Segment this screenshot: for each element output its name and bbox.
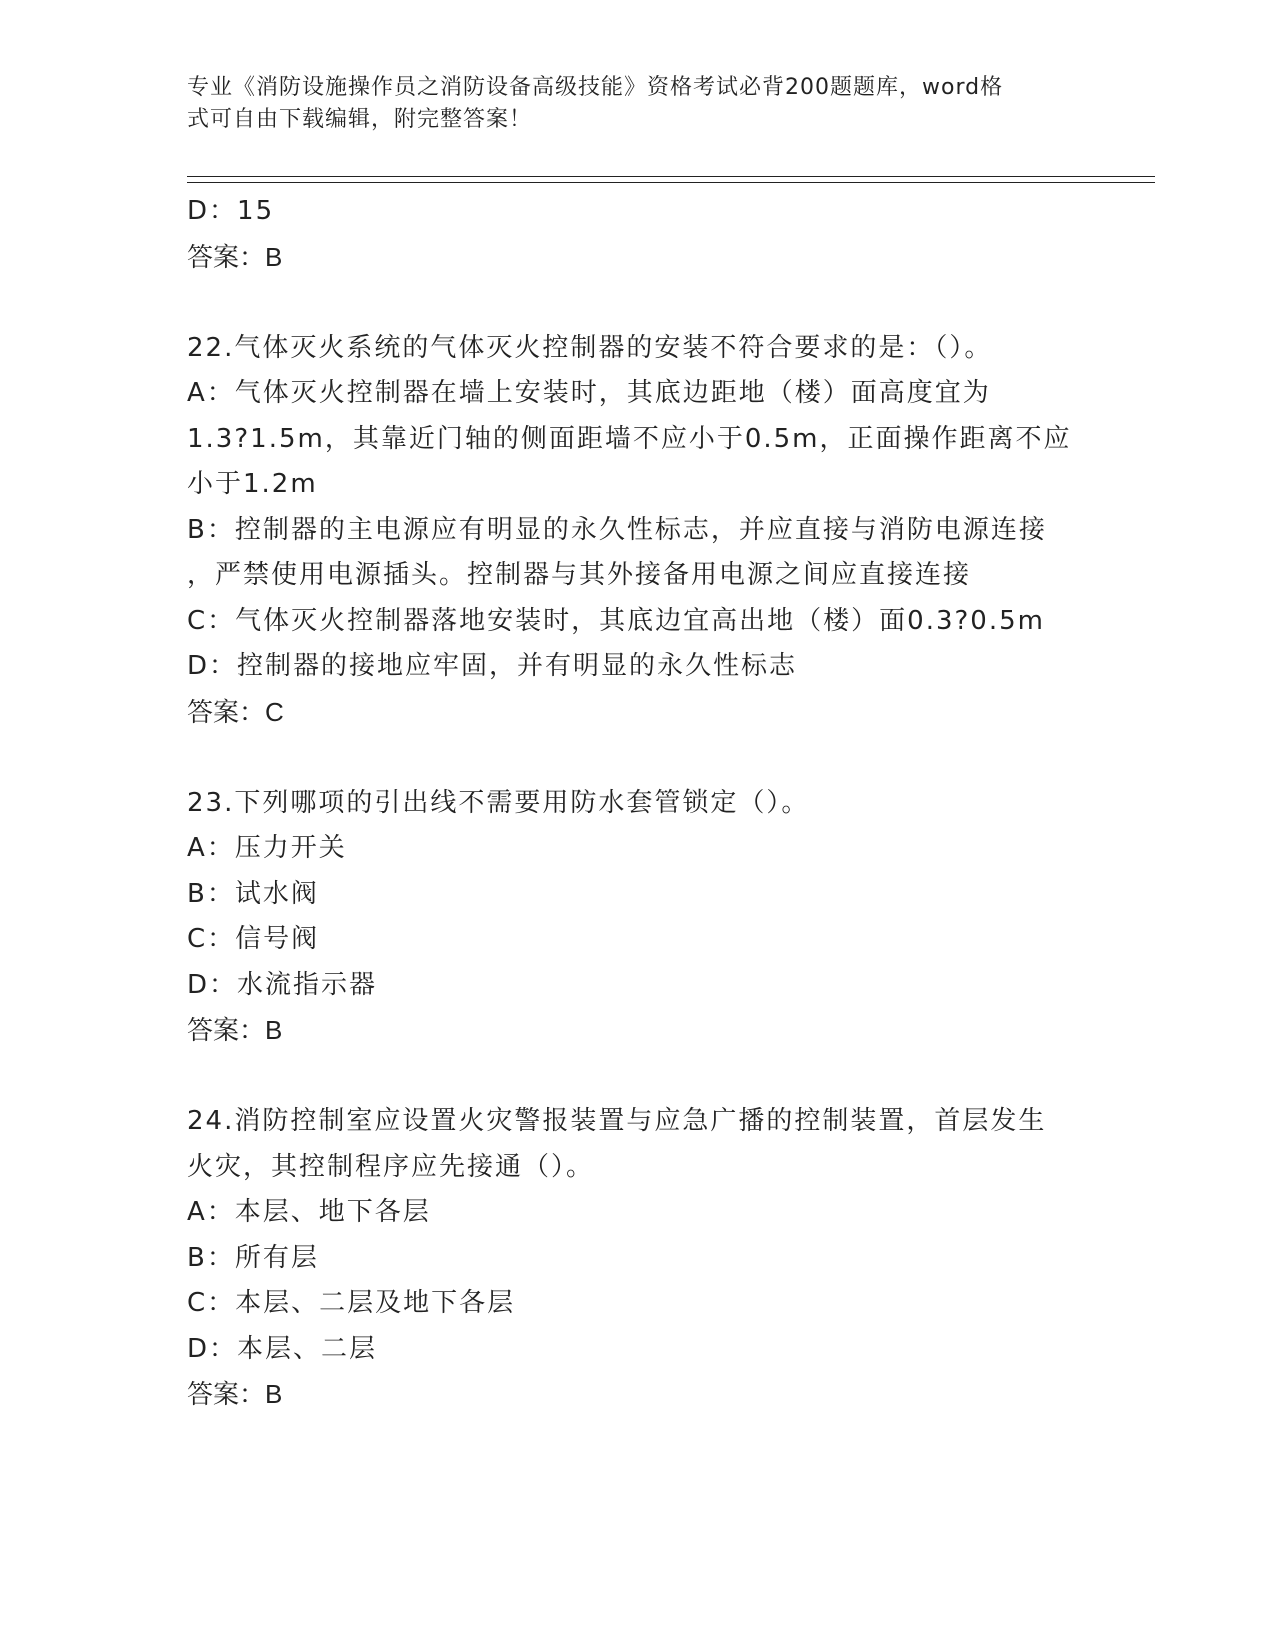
option-a: A：本层、地下各层 bbox=[187, 1197, 431, 1227]
option-d: D：本层、二层 bbox=[187, 1333, 378, 1364]
header-divider-top bbox=[187, 176, 1155, 177]
option-a: A：压力开关 bbox=[187, 833, 347, 863]
option-line: A：气体灭火控制器在墙上安装时，其底边距地（楼）面高度宜为 bbox=[187, 378, 991, 408]
question-stem: 24.消防控制室应设置火灾警报装置与应急广播的控制装置，首层发生 bbox=[187, 1106, 1047, 1136]
option-c: C：本层、二层及地下各层 bbox=[187, 1288, 516, 1318]
question-stem: 23.下列哪项的引出线不需要用防水套管锁定（）。 bbox=[187, 787, 810, 818]
answer: 答案：B bbox=[187, 1379, 283, 1409]
question-24 bbox=[187, 1099, 1087, 1418]
question-22 bbox=[187, 326, 1087, 736]
header-line-2: 式可自由下载编辑，附完整答案！ bbox=[187, 107, 533, 132]
page-header bbox=[187, 72, 1067, 136]
option-line: 小于1.2m bbox=[187, 469, 318, 499]
question-list bbox=[187, 189, 1087, 1418]
option-c: C：信号阀 bbox=[187, 924, 320, 954]
question-stem: 22.气体灭火系统的气体灭火控制器的安装不符合要求的是：（）。 bbox=[187, 332, 993, 363]
header-line-1: 专业《消防设施操作员之消防设备高级技能》资格考试必背200题题库，word格 bbox=[187, 75, 1004, 100]
option-b: B：试水阀 bbox=[187, 878, 319, 909]
spacer bbox=[187, 735, 1087, 781]
question-23 bbox=[187, 781, 1087, 1054]
spacer bbox=[187, 280, 1087, 326]
option-line: 1.3?1.5m，其靠近门轴的侧面距墙不应小于0.5m，正面操作距离不应 bbox=[187, 423, 1072, 454]
option-d: D：水流指示器 bbox=[187, 969, 378, 1000]
option-line: D：控制器的接地应牢固，并有明显的永久性标志 bbox=[187, 651, 798, 681]
option-d-prev: D：15 bbox=[187, 196, 275, 226]
question-stem-cont: 火灾，其控制程序应先接通（）。 bbox=[187, 1151, 595, 1182]
answer: 答案：C bbox=[187, 696, 284, 727]
option-line: ，严禁使用电源插头。控制器与其外接备用电源之间应直接连接 bbox=[187, 560, 972, 590]
answer: 答案：B bbox=[187, 1015, 283, 1045]
option-line: C：气体灭火控制器落地安装时，其底边宜高出地（楼）面0.3?0.5m bbox=[187, 605, 1045, 636]
option-line: B：控制器的主电源应有明显的永久性标志，并应直接与消防电源连接 bbox=[187, 514, 1047, 545]
answer-prev: 答案：B bbox=[187, 241, 283, 272]
header-divider-bottom bbox=[187, 182, 1155, 183]
spacer bbox=[187, 1054, 1087, 1100]
option-b: B：所有层 bbox=[187, 1242, 319, 1273]
